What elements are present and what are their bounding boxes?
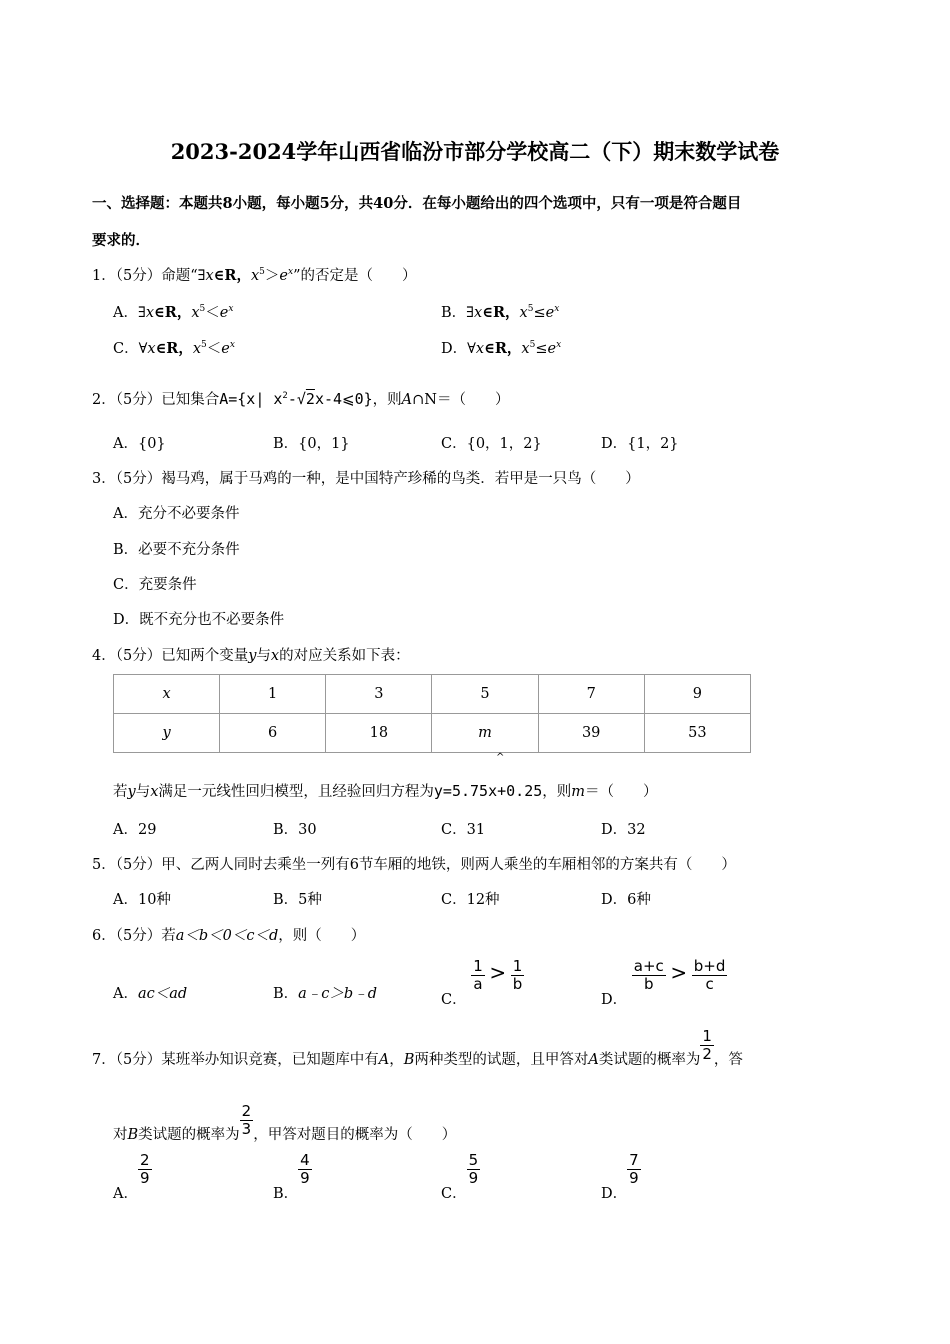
q5-option-d[interactable]: D．6种 <box>601 892 651 908</box>
q1-option-d[interactable]: D．∀x∈R，$x^5\le e^x$ <box>441 340 562 357</box>
table-cell: y <box>114 714 220 753</box>
q5-option-b[interactable]: B．5种 <box>273 892 322 908</box>
q3-option-d[interactable]: D．既不充分也不必要条件 <box>113 612 285 628</box>
q7-option-a[interactable]: A． $\frac{2}{9}$ <box>113 1151 150 1202</box>
question-3-stem: 3．（5分）褐马鸡，属于马鸡的一种，是中国特产珍稀的鸟类．若甲是一只鸟（ ） <box>92 471 640 487</box>
q2-option-d[interactable]: D．{1，2} <box>601 436 679 452</box>
fraction: $\frac{b+d}{c}$ <box>693 957 726 993</box>
q4-option-b[interactable]: B．30 <box>273 822 317 838</box>
fraction: $\frac{5}{9}$ <box>468 1151 479 1187</box>
q4-option-c[interactable]: C．31 <box>441 822 486 838</box>
q2-option-a[interactable]: A．{0} <box>113 436 166 452</box>
q5-option-a[interactable]: A．10种 <box>113 892 171 908</box>
q1-var-e: e <box>279 268 288 284</box>
q7-option-b[interactable]: B． $\frac{4}{9}$ <box>273 1151 310 1202</box>
section-heading-line2: 要求的． <box>92 232 150 249</box>
q2-suffix-b: ∩N＝（ ） <box>412 392 510 408</box>
q2-option-b[interactable]: B．{0，1} <box>273 436 350 452</box>
table-row <box>114 675 751 714</box>
question-1-stem <box>92 264 416 285</box>
page-title: 2023-2024学年山西省临汾市部分学校高二（下）期末数学试卷 <box>170 139 780 164</box>
q1-var-x: x <box>205 268 214 284</box>
q4-option-d[interactable]: D．32 <box>601 822 646 838</box>
fraction: $\frac{7}{9}$ <box>629 1151 639 1187</box>
q1-mid: ∈R， <box>213 267 251 284</box>
fraction: $\frac{4}{9}$ <box>300 1151 310 1187</box>
q3-option-b[interactable]: B．必要不充分条件 <box>113 542 240 558</box>
table-cell: m <box>432 714 538 753</box>
table-cell: 6 <box>220 714 326 753</box>
q2-set-expression: A={x| $x^2-√2x-4⩽0$} <box>219 390 373 408</box>
question-2-stem <box>92 388 510 409</box>
table-cell: 5 <box>432 675 538 714</box>
q4-condition: 若y与x满足一元线性回归模型，且经验回归方程为y=5.75x+0.25，则m＝（ ） <box>113 782 658 800</box>
fraction: $\frac{a+c}{b}$ <box>633 957 664 993</box>
q1-option-b[interactable]: B．∃x∈R，$x^5\le e^x$ <box>441 304 560 321</box>
q6-option-b[interactable]: B．a﹣c＞b﹣d <box>273 986 377 1002</box>
q2-var-a: A <box>401 392 413 408</box>
q7-option-d[interactable]: D． $\frac{7}{9}$ <box>601 1151 639 1202</box>
q1-var-x2: x <box>250 268 260 284</box>
table-cell: 3 <box>326 675 432 714</box>
q2-option-c[interactable]: C．{0，1，2} <box>441 436 542 452</box>
q3-option-a[interactable]: A．充分不必要条件 <box>113 506 240 522</box>
table-cell: x <box>114 675 220 714</box>
q7-option-c[interactable]: C． $\frac{5}{9}$ <box>441 1151 479 1202</box>
q4-data-table <box>113 674 751 753</box>
q5-option-c[interactable]: C．12种 <box>441 892 500 908</box>
fraction: $\frac{2}{9}$ <box>139 1151 150 1187</box>
q2-suffix-a: ，则 <box>372 392 402 408</box>
q2-prefix: 2．（5分）已知集合 <box>92 392 220 408</box>
question-7-stem-line2: 对B类试题的概率为 $\frac{2}{3}$ ，甲答对题目的概率为（ ） <box>113 1102 457 1143</box>
table-cell: 53 <box>644 714 750 753</box>
q6-option-a[interactable]: A．ac＜ad <box>113 986 188 1002</box>
fraction: $\frac{2}{3}$ <box>241 1102 252 1138</box>
q1-option-a[interactable]: A．∃x∈R，$x^5<e^x$ <box>113 304 234 321</box>
regression-hat-mark: ^ <box>496 752 505 763</box>
question-6-stem: 6．（5分）若a＜b＜0＜c＜d，则（ ） <box>92 928 366 944</box>
table-row <box>114 714 751 753</box>
fraction: $\frac{1}{2}$ <box>702 1027 712 1063</box>
q1-prefix: 1．（5分）命题“∃ <box>92 268 206 284</box>
table-cell: 9 <box>644 675 750 714</box>
table-cell: 7 <box>538 675 644 714</box>
section-heading-line1: 一、选择题：本题共8小题，每小题5分，共40分．在每小题给出的四个选项中，只有一项是符合题目 <box>92 195 742 212</box>
q4-regression-equation: y=5.75x+0.25 <box>433 782 543 800</box>
question-4-stem: 4．（5分）已知两个变量y与x的对应关系如下表： <box>92 648 410 664</box>
question-7-stem-line1: 7．（5分）某班举办知识竞赛，已知题库中有A，B两种类型的试题，且甲答对A类试题的概率为 $\frac{1}{2}$ ，答 <box>92 1027 743 1068</box>
fraction: $\frac{1}{b}$ <box>512 957 523 993</box>
table-cell: 1 <box>220 675 326 714</box>
q1-exponent: 5 <box>259 267 265 277</box>
q3-option-c[interactable]: C．充要条件 <box>113 577 197 593</box>
q1-exponent-x: x <box>287 267 294 277</box>
q6-option-c[interactable]: C． $\frac{1}{a}$ > $\frac{1}{b}$ <box>441 957 523 1008</box>
table-cell: 18 <box>326 714 432 753</box>
q1-suffix: ”的否定是（ ） <box>293 268 417 284</box>
q6-option-d[interactable]: D． $\frac{a+c}{b}$ > $\frac{b+d}{c}$ <box>601 957 726 1008</box>
q1-option-c[interactable]: C．∀x∈R，$x^5<e^x$ <box>113 340 235 357</box>
fraction: $\frac{1}{a}$ <box>473 957 483 993</box>
q4-option-a[interactable]: A．29 <box>113 822 157 838</box>
question-5-stem: 5．（5分）甲、乙两人同时去乘坐一列有6节车厢的地铁，则两人乘坐的车厢相邻的方案共有（ ） <box>92 857 736 873</box>
table-cell: 39 <box>538 714 644 753</box>
q1-relation: ＞ <box>264 268 280 284</box>
